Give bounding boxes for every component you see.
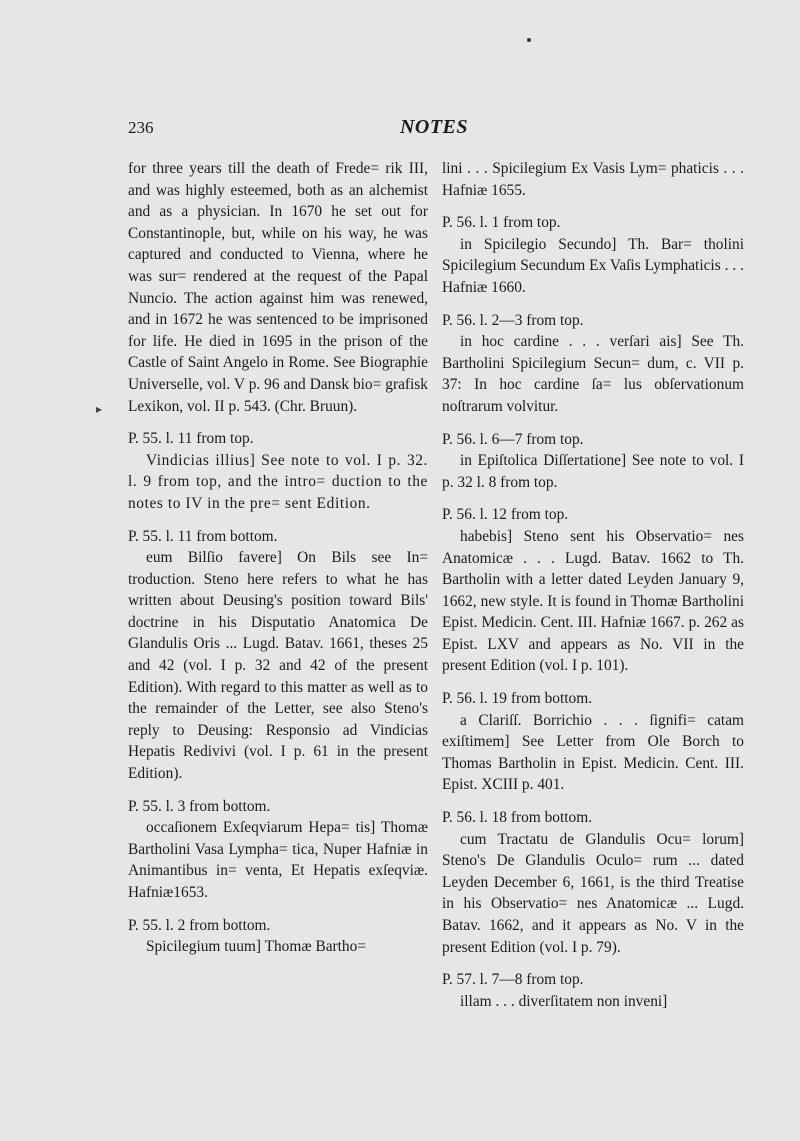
right-column	[442, 158, 744, 1012]
note-heading: P. 57. l. 7—8 from top.	[442, 971, 584, 989]
note-paragraph: habebis] Steno sent his Observatio= nes Anatomicæ . . . Lugd. Batav. 1662 to Th. Bartholin with a letter dated Leyden January 9, 1662, new style. It is found in Thomæ Bartholini Epist. Medicin. Cent. III. Hafniæ 1667. p. 262 as Epist. LXV and appears as No. VII in the present Edition (vol. I p. 101).	[442, 527, 744, 675]
note-heading: P. 55. l. 2 from bottom.	[128, 916, 271, 934]
note-heading: P. 55. l. 3 from bottom.	[128, 797, 271, 815]
note-paragraph: Spicilegium tuum] Thomæ Bartho=	[146, 938, 367, 956]
note-paragraph: in Spicilegio Secundo] Th. Bar= tholini Spicilegium Secundum Ex Vaſis Lymphaticis . . . Hafniæ 1660.	[442, 235, 744, 296]
note-paragraph: lini . . . Spicilegium Ex Vasis Lym= phaticis . . . Hafniæ 1655.	[442, 160, 744, 199]
note-paragraph: a Clariſſ. Borrichio . . . ſignifi= catam exiſtimem] See Letter from Ole Borch to Thomas Bartholin in Epist. Medicin. Cent. III. Epist. XCIII p. 401.	[442, 711, 744, 794]
note-heading: P. 55. l. 11 from bottom.	[128, 527, 278, 545]
note-paragraph: illam . . . diverſitatem non inveni]	[460, 992, 668, 1010]
note-heading: P. 56. l. 6—7 from top.	[442, 430, 584, 448]
note-paragraph: in hoc cardine . . . verſari ais] See Th. Bartholini Spicilegium Secun= dum, c. VII p. 37: In hoc cardine ſa= lus obſervationum noſtrarum volvitur.	[442, 333, 744, 415]
note-heading: P. 56. l. 12 from top.	[442, 506, 569, 524]
note-paragraph: occaſionem Exſeqviarum Hepa= tis] Thomæ Bartholini Vasa Lympha= tica, Nuper Hafniæ in Animantibus in= venta, Et Hepatis exſeqviæ. Hafniæ1653.	[128, 819, 428, 901]
page-number: 236	[128, 118, 154, 137]
running-head: NOTES	[399, 116, 469, 138]
page-header	[128, 118, 740, 148]
left-column	[128, 158, 428, 958]
note-paragraph: in Epiſtolica Diſſertatione] See note to vol. I p. 32 l. 8 from top.	[442, 452, 744, 491]
note-heading: P. 55. l. 11 from top.	[128, 430, 254, 448]
note-paragraph: eum Bilſio favere] On Bils see In= troduction. Steno here refers to what he has written about Deusing's position toward Bils' doctrine in his Disputatio Anatomica De Glandulis Oris ... Lugd. Batav. 1661, theses 25 and 42 (vol. I p. 32 and 42 of the present Edition). With regard to this matter as well as to the remainder of the Letter, see also Steno's reply to Deusing: Responsio ad Vindicias Hepatis Redivivi (vol. I p. 61 in the present Edition).	[128, 549, 428, 783]
ink-speck	[527, 38, 531, 42]
note-heading: P. 56. l. 18 from bottom.	[442, 809, 593, 827]
note-paragraph: cum Tractatu de Glandulis Ocu= lorum] Steno's De Glandulis Oculo= rum ... dated Leyden December 6, 1661, is the third Treatise in his Observatio= nes Anatomicæ ... Lugd. Batav. 1662, and it appears as No. V in the present Edition (vol. I p. 79).	[442, 830, 744, 956]
note-paragraph: for three years till the death of Frede= rik III, and was highly esteemed, both as an alchemist and as a physician. In 1670 he set out for Constantinople, but, while on his way, he was captured and conducted to Vienna, where he was sur= rendered at the request of the Papal Nuncio. The action against him was renewed, and in 1672 he was sentenced to be imprisoned for life. He died in 1695 in the prison of the Castle of Saint Angelo in Rome. See Biographie Universelle, vol. V p. 96 and Dansk bio= grafisk Lexikon, vol. II p. 543. (Chr. Bruun).	[128, 160, 428, 415]
note-heading: P. 56. l. 1 from top.	[442, 214, 561, 232]
note-heading: P. 56. l. 19 from bottom.	[442, 690, 593, 708]
note-heading: P. 56. l. 2—3 from top.	[442, 311, 584, 329]
note-paragraph: Vindicias illius] See note to vol. I p. 32. l. 9 from top, and the intro= duction to the notes to IV in the pre= sent Edition.	[128, 451, 428, 512]
margin-mark: ▸	[96, 402, 103, 416]
